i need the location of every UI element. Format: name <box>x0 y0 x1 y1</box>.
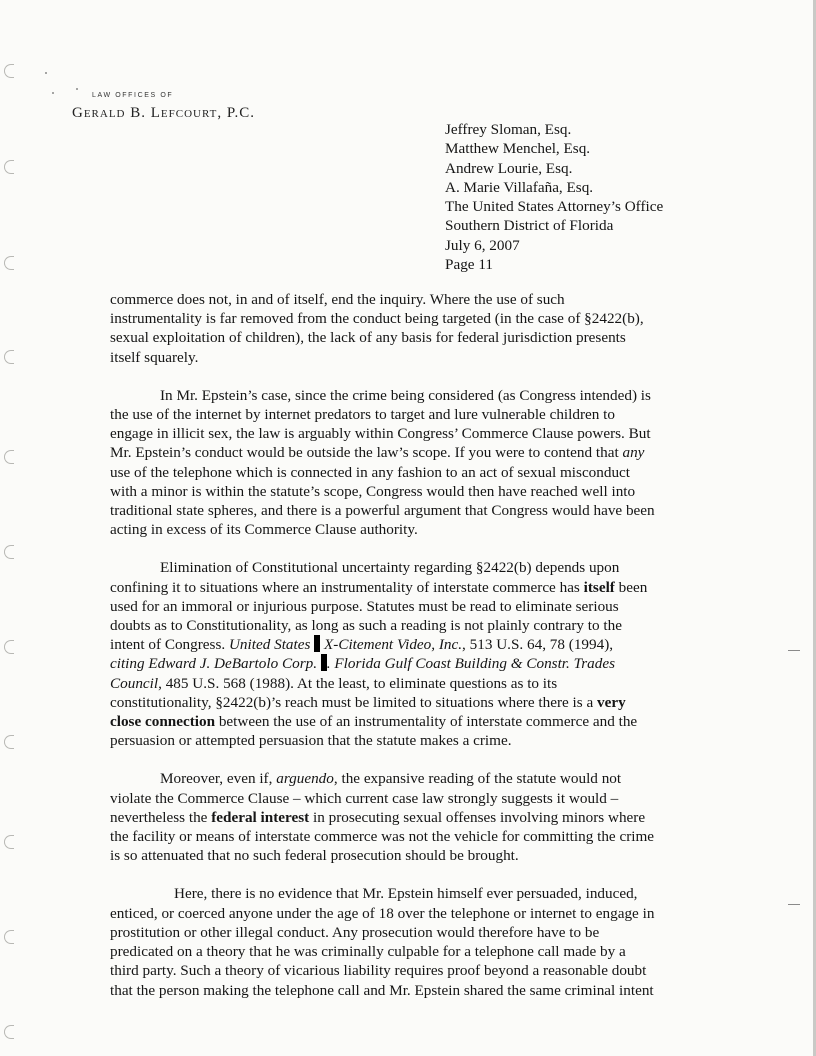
recipient-line: Southern District of Florida <box>445 217 614 235</box>
text-line: prostitution or other illegal conduct. Any prosecution would therefore have to be <box>110 923 600 941</box>
text-line: Here, there is no evidence that Mr. Epstein himself ever persuaded, induced, <box>174 885 638 903</box>
scan-mark <box>788 904 800 905</box>
recipient-line: The United States Attorney’s Office <box>445 198 664 216</box>
case-citation: United States <box>228 636 311 654</box>
text-span: confining it to situations where an instrumentality of interstate commerce has <box>110 578 584 596</box>
recipient-line: Matthew Menchel, Esq. <box>445 140 591 158</box>
page-number: Page 11 <box>445 256 493 274</box>
letterhead-prefix: LAW OFFICES OF <box>92 92 174 99</box>
text-span: , 513 U.S. 64, 78 (1994), <box>462 636 614 654</box>
bold-text: itself <box>583 578 615 596</box>
text-line <box>110 712 690 731</box>
binder-hole <box>4 735 14 749</box>
text-line: commerce does not, in and of itself, end the inquiry. Where the use of such <box>110 291 565 308</box>
text-line: sexual exploitation of children), the lack of any basis for federal jurisdiction presents <box>110 329 626 347</box>
paragraph-2 <box>110 386 690 540</box>
binder-hole <box>4 350 14 364</box>
text-line <box>110 635 690 654</box>
letter-body <box>110 290 690 1000</box>
text-span: been <box>614 578 648 596</box>
text-span: nevertheless the <box>110 808 212 826</box>
text-span: in prosecuting sexual offenses involving minors where <box>309 808 646 826</box>
text-line: violate the Commerce Clause – which current case law strongly suggests it would – <box>110 789 619 807</box>
text-line: the facility or means of interstate commerce was not the vehicle for committing the crime <box>110 828 655 846</box>
paragraph-5 <box>110 884 690 999</box>
recipient-block <box>445 120 663 274</box>
text-line: is so attenuated that no such federal prosecution should be brought. <box>110 847 519 865</box>
recipient-line: Jeffrey Sloman, Esq. <box>445 121 572 138</box>
scan-mark <box>788 650 800 651</box>
text-line: engage in illicit sex, the law is arguably within Congress’ Commerce Clause powers. But <box>110 425 651 443</box>
case-citation: X-Citement Video, Inc. <box>320 636 463 654</box>
text-line <box>110 693 690 712</box>
scan-speck <box>45 72 47 74</box>
binder-hole <box>4 930 14 944</box>
text-span: , 485 U.S. 568 (1988). At the least, to eliminate questions as to its <box>158 674 558 692</box>
binder-hole <box>4 256 14 270</box>
text-line: instrumentality is far removed from the conduct being targeted (in the case of §2422(b), <box>110 310 644 328</box>
bold-text: federal interest <box>211 808 310 826</box>
binder-hole <box>4 1025 14 1039</box>
text-line <box>110 674 690 693</box>
text-span: between the use of an instrumentality of interstate commerce and the <box>215 713 638 731</box>
text-line <box>110 808 690 827</box>
letter-date: July 6, 2007 <box>445 236 520 254</box>
recipient-line: A. Marie Villafaña, Esq. <box>445 178 594 196</box>
text-line: Elimination of Constitutional uncertainty regarding §2422(b) depends upon <box>160 559 620 577</box>
binder-hole <box>4 450 14 464</box>
case-citation: Council <box>110 674 159 692</box>
binder-hole <box>4 545 14 559</box>
emphasis-text: any <box>622 444 645 462</box>
text-line: acting in excess of its Commerce Clause authority. <box>110 521 418 539</box>
text-line: doubts as to Constitutionality, as long as such a reading is not plainly contrary to the <box>110 617 622 635</box>
case-citation: . Florida Gulf Coast Building & Constr. Trades <box>326 655 615 673</box>
text-line: persuasion or attempted persuasion that the statute makes a crime. <box>110 732 512 750</box>
paragraph-4 <box>110 769 690 865</box>
recipient-line: Andrew Lourie, Esq. <box>445 159 573 177</box>
text-line: the use of the internet by internet predators to target and lure vulnerable children to <box>110 406 615 424</box>
bold-text: close connection <box>110 713 216 731</box>
text-line <box>110 578 690 597</box>
emphasis-text: arguendo <box>276 770 334 788</box>
text-line: third party. Such a theory of vicarious liability requires proof beyond a reasonable doubt <box>110 962 647 980</box>
letterhead-firm-name: Gerald B. Lefcourt, P.C. <box>72 105 256 121</box>
text-line: predicated on a theory that he was criminally culpable for a telephone call made by a <box>110 943 626 961</box>
paragraph-3 <box>110 558 690 750</box>
scan-speck <box>76 88 78 90</box>
text-line: In Mr. Epstein’s case, since the crime being considered (as Congress intended) is <box>160 386 651 404</box>
text-span: intent of Congress. <box>110 636 229 654</box>
bold-text: very <box>597 693 626 711</box>
paragraph-1 <box>110 290 690 367</box>
text-span: , the expansive reading of the statute would not <box>333 770 622 788</box>
text-line: used for an immoral or injurious purpose. Statutes must be read to eliminate serious <box>110 597 619 615</box>
text-line: itself squarely. <box>110 348 199 366</box>
text-line: use of the telephone which is connected in any fashion to an act of sexual misconduct <box>110 463 631 481</box>
binder-hole <box>4 160 14 174</box>
text-line: that the person making the telephone call and Mr. Epstein shared the same criminal intent <box>110 981 654 999</box>
text-span: Moreover, even if, <box>160 770 277 788</box>
text-line <box>110 654 690 673</box>
binder-hole <box>4 64 14 78</box>
binder-hole <box>4 640 14 654</box>
scan-speck <box>52 92 54 94</box>
binder-hole <box>4 835 14 849</box>
text-line: enticed, or coerced anyone under the age of 18 over the telephone or internet to engage in <box>110 904 655 922</box>
text-line <box>110 443 690 462</box>
text-span: constitutionality, §2422(b)’s reach must be limited to situations where there is a <box>110 693 598 711</box>
text-span: Mr. Epstein’s conduct would be outside the law’s scope. If you were to contend that <box>110 444 623 462</box>
text-line: with a minor is within the statute’s scope, Congress would then have reached well into <box>110 482 636 500</box>
case-citation: citing Edward J. DeBartolo Corp. <box>110 655 317 673</box>
text-line: traditional state spheres, and there is a powerful argument that Congress would have been <box>110 502 655 520</box>
text-line <box>110 769 690 788</box>
